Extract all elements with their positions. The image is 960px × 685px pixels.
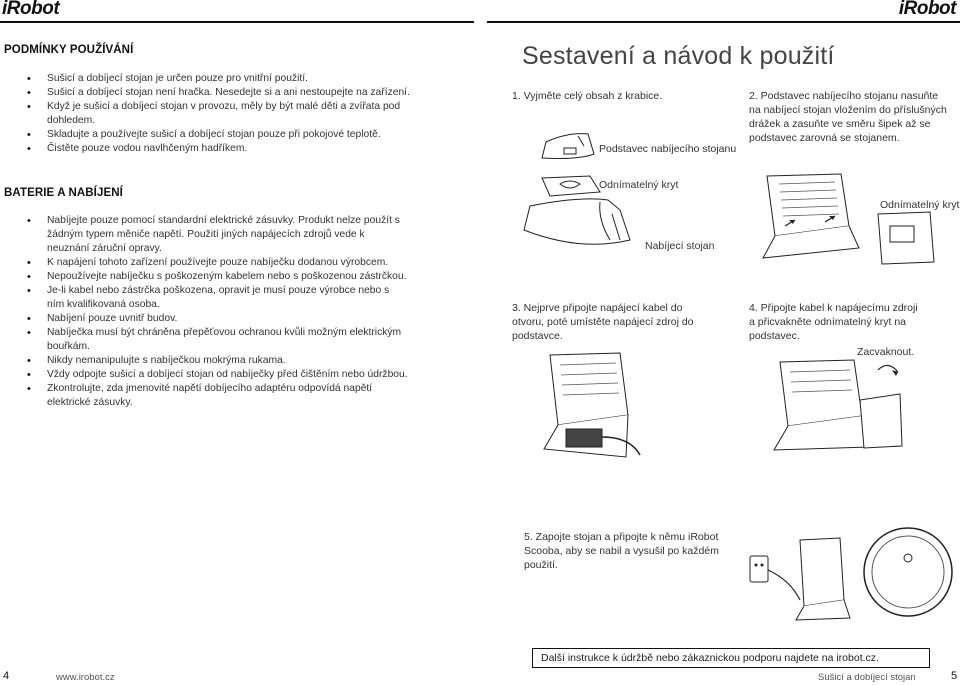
list-item: • Sušicí a dobíjecí stojan je určen pouze pro vnitřní použití.: [27, 72, 427, 86]
outlet-robot-illustration: [740, 520, 955, 635]
list-item: • Vždy odpojte sušicí a dobíjecí stojan od nabíječky před čištěním nebo údržbou.: [27, 368, 412, 382]
label-base: Podstavec nabíjecího stojanu: [599, 143, 737, 155]
step-2-text: 2. Podstavec nabíjecího stojanu nasuňte na nabíjecí stojan vložením do příslušných drážek a zasuňte ve směru šipek až se podstavec zarovná se stojanem.: [749, 90, 947, 144]
list-item: • Sušicí a dobíjecí stojan není hračka. Nesedejte si a ani nestoupejte na zařízení.: [27, 86, 427, 100]
list-item: • Když je sušicí a dobíjecí stojan v provozu, měly by být malé děti a zvířata pod dohledem.: [27, 100, 407, 128]
battery-heading: BATERIE A NABÍJENÍ: [4, 187, 123, 199]
battery-list: [27, 214, 412, 410]
list-item: • Nabíjení pouze uvnitř budov.: [27, 312, 412, 326]
list-item: • Zkontrolujte, zda jmenovité napětí dobíjecího adaptéru odpovídá napětí elektrické zásuvky.: [27, 382, 412, 410]
list-item: • Je-li kabel nebo zástrčka poškozena, opravit je musí pouze výrobce nebo s ním kvalifikovaná osoba.: [27, 284, 407, 312]
header-rule-left: [0, 21, 474, 23]
header-rule-right: [487, 21, 960, 23]
label-cover-2: Odnímatelný kryt: [880, 199, 960, 211]
irobot-logo-right: iRobot: [898, 0, 956, 19]
list-item: • Nikdy nemanipulujte s nabíječkou mokrýma rukama.: [27, 354, 412, 368]
footer-section: Sušicí a dobíjecí stojan: [818, 672, 916, 683]
page-title: Sestavení a návod k použití: [522, 42, 835, 70]
irobot-logo-left: iRobot: [2, 0, 60, 19]
step-4-text: 4. Připojte kabel k napájecímu zdroji a přicvakněte odnímatelný kryt na podstavec.: [749, 302, 918, 342]
assembly-illustration: [755, 166, 865, 271]
list-item: • Nabíjejte pouze pomocí standardní elektrické zásuvky. Produkt nelze použít s žádným typem měniče napětí. Použití jiných napájecích zdrojů vede k neuznání záruční opravy.: [27, 214, 407, 256]
page-number-right: 5: [951, 670, 958, 682]
list-item: • K napájení tohoto zařízení používejte pouze nabíječku dodanou výrobcem.: [27, 256, 412, 270]
list-item: • Čistěte pouze vodou navlhčeným hadříkem.: [27, 142, 427, 156]
label-stand: Nabíjecí stojan: [645, 240, 715, 252]
info-box: Další instrukce k údržbě nebo zákaznickou podporu najdete na irobot.cz.: [532, 648, 930, 668]
page-number-left: 4: [3, 670, 10, 682]
charging-base-illustration: [538, 128, 598, 162]
cover-illustration: [870, 208, 940, 268]
step-1-text: 1. Vyjměte celý obsah z krabice.: [512, 90, 663, 102]
list-item: • Nepoužívejte nabíječku s poškozeným kabelem nebo s poškozenou zástrčkou.: [27, 270, 412, 284]
step-5-text: 5. Zapojte stojan a připojte k němu iRobot Scooba, aby se nabil a vysušil po každém použití.: [524, 531, 719, 571]
cable-connection-illustration: [530, 345, 650, 465]
list-item: • Skladujte a používejte sušicí a dobíjecí stojan pouze při pokojové teplotě.: [27, 128, 427, 142]
charging-stand-illustration: [520, 170, 650, 260]
conditions-heading: PODMÍNKY POUŽÍVÁNÍ: [4, 44, 134, 56]
label-click: Zacvaknout.: [857, 346, 915, 358]
label-cover: Odnímatelný kryt: [599, 179, 679, 191]
footer-url: www.irobot.cz: [56, 672, 115, 683]
step-3-text: 3. Nejprve připojte napájecí kabel do otvoru, poté umístěte napájecí zdroj do podstavce.: [512, 302, 694, 342]
list-item: • Nabíječka musí být chráněna přepěťovou ochranou kvůli možným elektrickým bouřkám.: [27, 326, 407, 354]
conditions-list: [27, 72, 427, 156]
cover-click-illustration: [760, 350, 910, 460]
